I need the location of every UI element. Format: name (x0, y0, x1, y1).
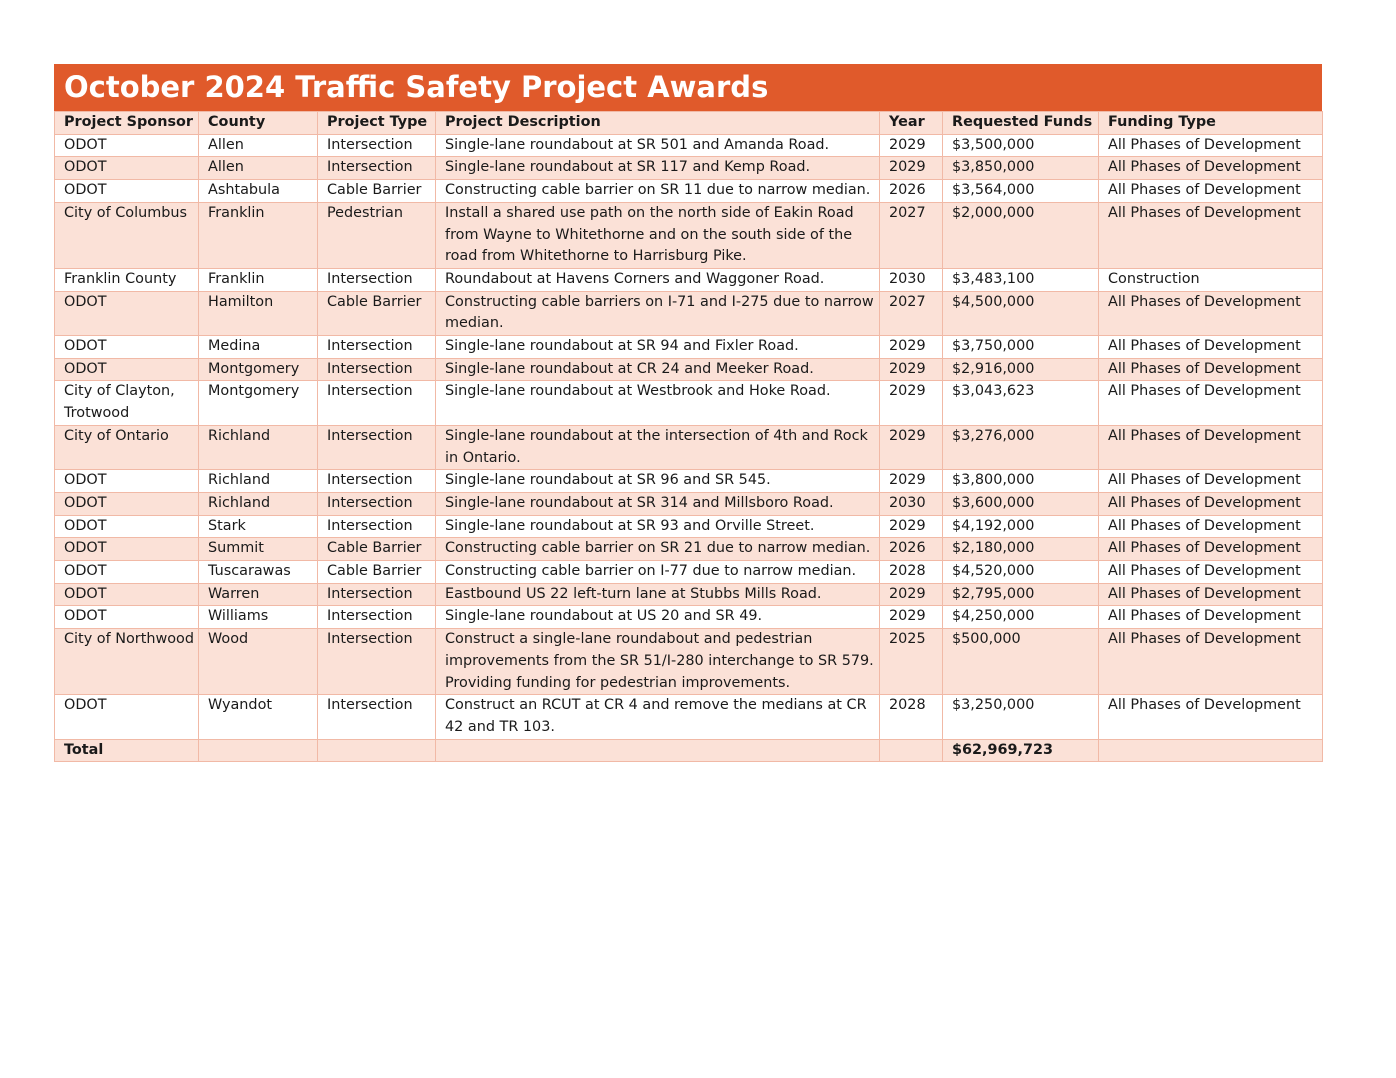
cell-year: 2029 (880, 425, 943, 469)
table-row (55, 606, 1323, 629)
cell-project-sponsor: City of Northwood (55, 629, 199, 695)
table-row (55, 425, 1323, 469)
cell-requested-funds: $2,180,000 (943, 538, 1099, 561)
table-row (55, 268, 1323, 291)
table-row (55, 515, 1323, 538)
cell-county: Stark (199, 515, 318, 538)
cell-county: Montgomery (199, 381, 318, 425)
cell-project-type: Intersection (318, 425, 436, 469)
cell-project-type: Intersection (318, 515, 436, 538)
cell-project-sponsor: ODOT (55, 336, 199, 359)
cell-project-sponsor: Franklin County (55, 268, 199, 291)
cell-project-description: Roundabout at Havens Corners and Waggoner Road. (436, 268, 880, 291)
cell-project-sponsor: ODOT (55, 358, 199, 381)
cell-requested-funds: $500,000 (943, 629, 1099, 695)
cell-project-sponsor: City of Columbus (55, 202, 199, 268)
cell-funding-type: All Phases of Development (1099, 606, 1323, 629)
cell-project-sponsor: ODOT (55, 157, 199, 180)
cell-project-sponsor: ODOT (55, 470, 199, 493)
table-row (55, 629, 1323, 695)
cell-requested-funds: $4,520,000 (943, 561, 1099, 584)
cell-project-description: Single-lane roundabout at CR 24 and Meeker Road. (436, 358, 880, 381)
cell-requested-funds: $4,500,000 (943, 291, 1099, 335)
cell-year: 2029 (880, 157, 943, 180)
table-row (55, 492, 1323, 515)
cell-project-description: Eastbound US 22 left-turn lane at Stubbs Mills Road. (436, 583, 880, 606)
cell-county: Warren (199, 583, 318, 606)
table-row (55, 336, 1323, 359)
header-project-description: Project Description (436, 112, 880, 135)
table-row (55, 202, 1323, 268)
cell-county: Williams (199, 606, 318, 629)
cell-project-description: Constructing cable barrier on I-77 due to narrow median. (436, 561, 880, 584)
cell-project-type: Intersection (318, 381, 436, 425)
total-empty-type (318, 739, 436, 762)
page-title: October 2024 Traffic Safety Project Awards (54, 64, 1322, 111)
total-row (55, 739, 1323, 762)
cell-county: Allen (199, 134, 318, 157)
cell-county: Richland (199, 425, 318, 469)
cell-year: 2027 (880, 202, 943, 268)
cell-project-sponsor: ODOT (55, 583, 199, 606)
cell-funding-type: All Phases of Development (1099, 695, 1323, 739)
cell-funding-type: All Phases of Development (1099, 157, 1323, 180)
cell-year: 2029 (880, 515, 943, 538)
cell-project-type: Intersection (318, 268, 436, 291)
cell-funding-type: All Phases of Development (1099, 180, 1323, 203)
cell-funding-type: All Phases of Development (1099, 492, 1323, 515)
cell-requested-funds: $3,250,000 (943, 695, 1099, 739)
table-body (55, 134, 1323, 739)
header-row (55, 112, 1323, 135)
cell-county: Medina (199, 336, 318, 359)
table-row (55, 583, 1323, 606)
cell-year: 2029 (880, 336, 943, 359)
total-empty-funding-type (1099, 739, 1323, 762)
cell-requested-funds: $3,600,000 (943, 492, 1099, 515)
cell-requested-funds: $4,250,000 (943, 606, 1099, 629)
cell-project-type: Cable Barrier (318, 291, 436, 335)
cell-county: Richland (199, 470, 318, 493)
table-row (55, 561, 1323, 584)
table-row (55, 381, 1323, 425)
cell-year: 2027 (880, 291, 943, 335)
cell-requested-funds: $3,800,000 (943, 470, 1099, 493)
table-row (55, 157, 1323, 180)
cell-project-description: Single-lane roundabout at SR 314 and Millsboro Road. (436, 492, 880, 515)
cell-funding-type: All Phases of Development (1099, 470, 1323, 493)
cell-funding-type: All Phases of Development (1099, 336, 1323, 359)
cell-project-description: Single-lane roundabout at SR 501 and Amanda Road. (436, 134, 880, 157)
table-row (55, 695, 1323, 739)
cell-requested-funds: $3,276,000 (943, 425, 1099, 469)
cell-project-sponsor: City of Ontario (55, 425, 199, 469)
cell-project-description: Single-lane roundabout at the intersection of 4th and Rock in Ontario. (436, 425, 880, 469)
cell-project-sponsor: ODOT (55, 515, 199, 538)
cell-funding-type: All Phases of Development (1099, 381, 1323, 425)
cell-county: Franklin (199, 268, 318, 291)
cell-requested-funds: $4,192,000 (943, 515, 1099, 538)
cell-project-description: Single-lane roundabout at SR 94 and Fixler Road. (436, 336, 880, 359)
cell-requested-funds: $3,850,000 (943, 157, 1099, 180)
cell-project-type: Cable Barrier (318, 538, 436, 561)
cell-project-type: Cable Barrier (318, 561, 436, 584)
cell-funding-type: All Phases of Development (1099, 291, 1323, 335)
cell-project-description: Single-lane roundabout at Westbrook and Hoke Road. (436, 381, 880, 425)
awards-sheet (54, 64, 1322, 762)
cell-project-type: Cable Barrier (318, 180, 436, 203)
total-label: Total (55, 739, 199, 762)
cell-year: 2028 (880, 561, 943, 584)
table-row (55, 470, 1323, 493)
cell-project-description: Construct a single-lane roundabout and pedestrian improvements from the SR 51/I-280 interchange to SR 579. Providing funding for pedestrian improvements. (436, 629, 880, 695)
cell-project-type: Intersection (318, 134, 436, 157)
cell-project-type: Intersection (318, 606, 436, 629)
cell-year: 2029 (880, 358, 943, 381)
cell-project-sponsor: ODOT (55, 291, 199, 335)
cell-project-sponsor: ODOT (55, 538, 199, 561)
cell-year: 2030 (880, 492, 943, 515)
cell-requested-funds: $3,750,000 (943, 336, 1099, 359)
cell-requested-funds: $2,916,000 (943, 358, 1099, 381)
cell-requested-funds: $3,483,100 (943, 268, 1099, 291)
awards-table (54, 111, 1323, 762)
cell-year: 2029 (880, 381, 943, 425)
cell-funding-type: All Phases of Development (1099, 561, 1323, 584)
cell-project-sponsor: ODOT (55, 134, 199, 157)
header-year: Year (880, 112, 943, 135)
cell-funding-type: All Phases of Development (1099, 583, 1323, 606)
cell-requested-funds: $3,500,000 (943, 134, 1099, 157)
cell-project-type: Pedestrian (318, 202, 436, 268)
cell-funding-type: All Phases of Development (1099, 202, 1323, 268)
cell-funding-type: All Phases of Development (1099, 515, 1323, 538)
cell-county: Wood (199, 629, 318, 695)
table-row (55, 538, 1323, 561)
header-funding-type: Funding Type (1099, 112, 1323, 135)
cell-funding-type: All Phases of Development (1099, 538, 1323, 561)
cell-requested-funds: $2,795,000 (943, 583, 1099, 606)
table-row (55, 291, 1323, 335)
cell-project-type: Intersection (318, 470, 436, 493)
cell-project-type: Intersection (318, 157, 436, 180)
cell-project-description: Construct an RCUT at CR 4 and remove the medians at CR 42 and TR 103. (436, 695, 880, 739)
table-row (55, 358, 1323, 381)
cell-project-sponsor: ODOT (55, 606, 199, 629)
cell-project-type: Intersection (318, 358, 436, 381)
cell-project-sponsor: ODOT (55, 492, 199, 515)
cell-county: Richland (199, 492, 318, 515)
cell-year: 2025 (880, 629, 943, 695)
cell-county: Allen (199, 157, 318, 180)
cell-year: 2029 (880, 470, 943, 493)
cell-project-sponsor: ODOT (55, 695, 199, 739)
cell-requested-funds: $2,000,000 (943, 202, 1099, 268)
cell-project-type: Intersection (318, 492, 436, 515)
cell-project-description: Single-lane roundabout at SR 117 and Kemp Road. (436, 157, 880, 180)
cell-funding-type: All Phases of Development (1099, 425, 1323, 469)
total-funds: $62,969,723 (943, 739, 1099, 762)
cell-county: Montgomery (199, 358, 318, 381)
cell-year: 2028 (880, 695, 943, 739)
header-project-type: Project Type (318, 112, 436, 135)
cell-year: 2026 (880, 180, 943, 203)
cell-funding-type: All Phases of Development (1099, 134, 1323, 157)
cell-county: Summit (199, 538, 318, 561)
cell-county: Tuscarawas (199, 561, 318, 584)
cell-project-sponsor: ODOT (55, 561, 199, 584)
cell-project-description: Constructing cable barrier on SR 11 due to narrow median. (436, 180, 880, 203)
cell-year: 2026 (880, 538, 943, 561)
total-empty-county (199, 739, 318, 762)
cell-project-type: Intersection (318, 629, 436, 695)
cell-project-description: Constructing cable barriers on I-71 and I-275 due to narrow median. (436, 291, 880, 335)
cell-project-description: Constructing cable barrier on SR 21 due to narrow median. (436, 538, 880, 561)
cell-funding-type: All Phases of Development (1099, 629, 1323, 695)
cell-funding-type: Construction (1099, 268, 1323, 291)
table-row (55, 134, 1323, 157)
cell-project-description: Install a shared use path on the north side of Eakin Road from Wayne to Whitethorne and on the south side of the road from Whitethorne to Harrisburg Pike. (436, 202, 880, 268)
cell-county: Hamilton (199, 291, 318, 335)
cell-project-type: Intersection (318, 695, 436, 739)
cell-project-description: Single-lane roundabout at US 20 and SR 49. (436, 606, 880, 629)
header-county: County (199, 112, 318, 135)
total-empty-description (436, 739, 880, 762)
cell-county: Wyandot (199, 695, 318, 739)
cell-project-type: Intersection (318, 336, 436, 359)
cell-county: Ashtabula (199, 180, 318, 203)
table-row (55, 180, 1323, 203)
header-project-sponsor: Project Sponsor (55, 112, 199, 135)
cell-requested-funds: $3,564,000 (943, 180, 1099, 203)
total-empty-year (880, 739, 943, 762)
header-requested-funds: Requested Funds (943, 112, 1099, 135)
cell-project-description: Single-lane roundabout at SR 93 and Orville Street. (436, 515, 880, 538)
cell-year: 2029 (880, 606, 943, 629)
cell-year: 2029 (880, 583, 943, 606)
cell-year: 2029 (880, 134, 943, 157)
cell-project-sponsor: ODOT (55, 180, 199, 203)
cell-project-description: Single-lane roundabout at SR 96 and SR 545. (436, 470, 880, 493)
cell-year: 2030 (880, 268, 943, 291)
cell-county: Franklin (199, 202, 318, 268)
cell-funding-type: All Phases of Development (1099, 358, 1323, 381)
cell-project-sponsor: City of Clayton, Trotwood (55, 381, 199, 425)
cell-requested-funds: $3,043,623 (943, 381, 1099, 425)
cell-project-type: Intersection (318, 583, 436, 606)
